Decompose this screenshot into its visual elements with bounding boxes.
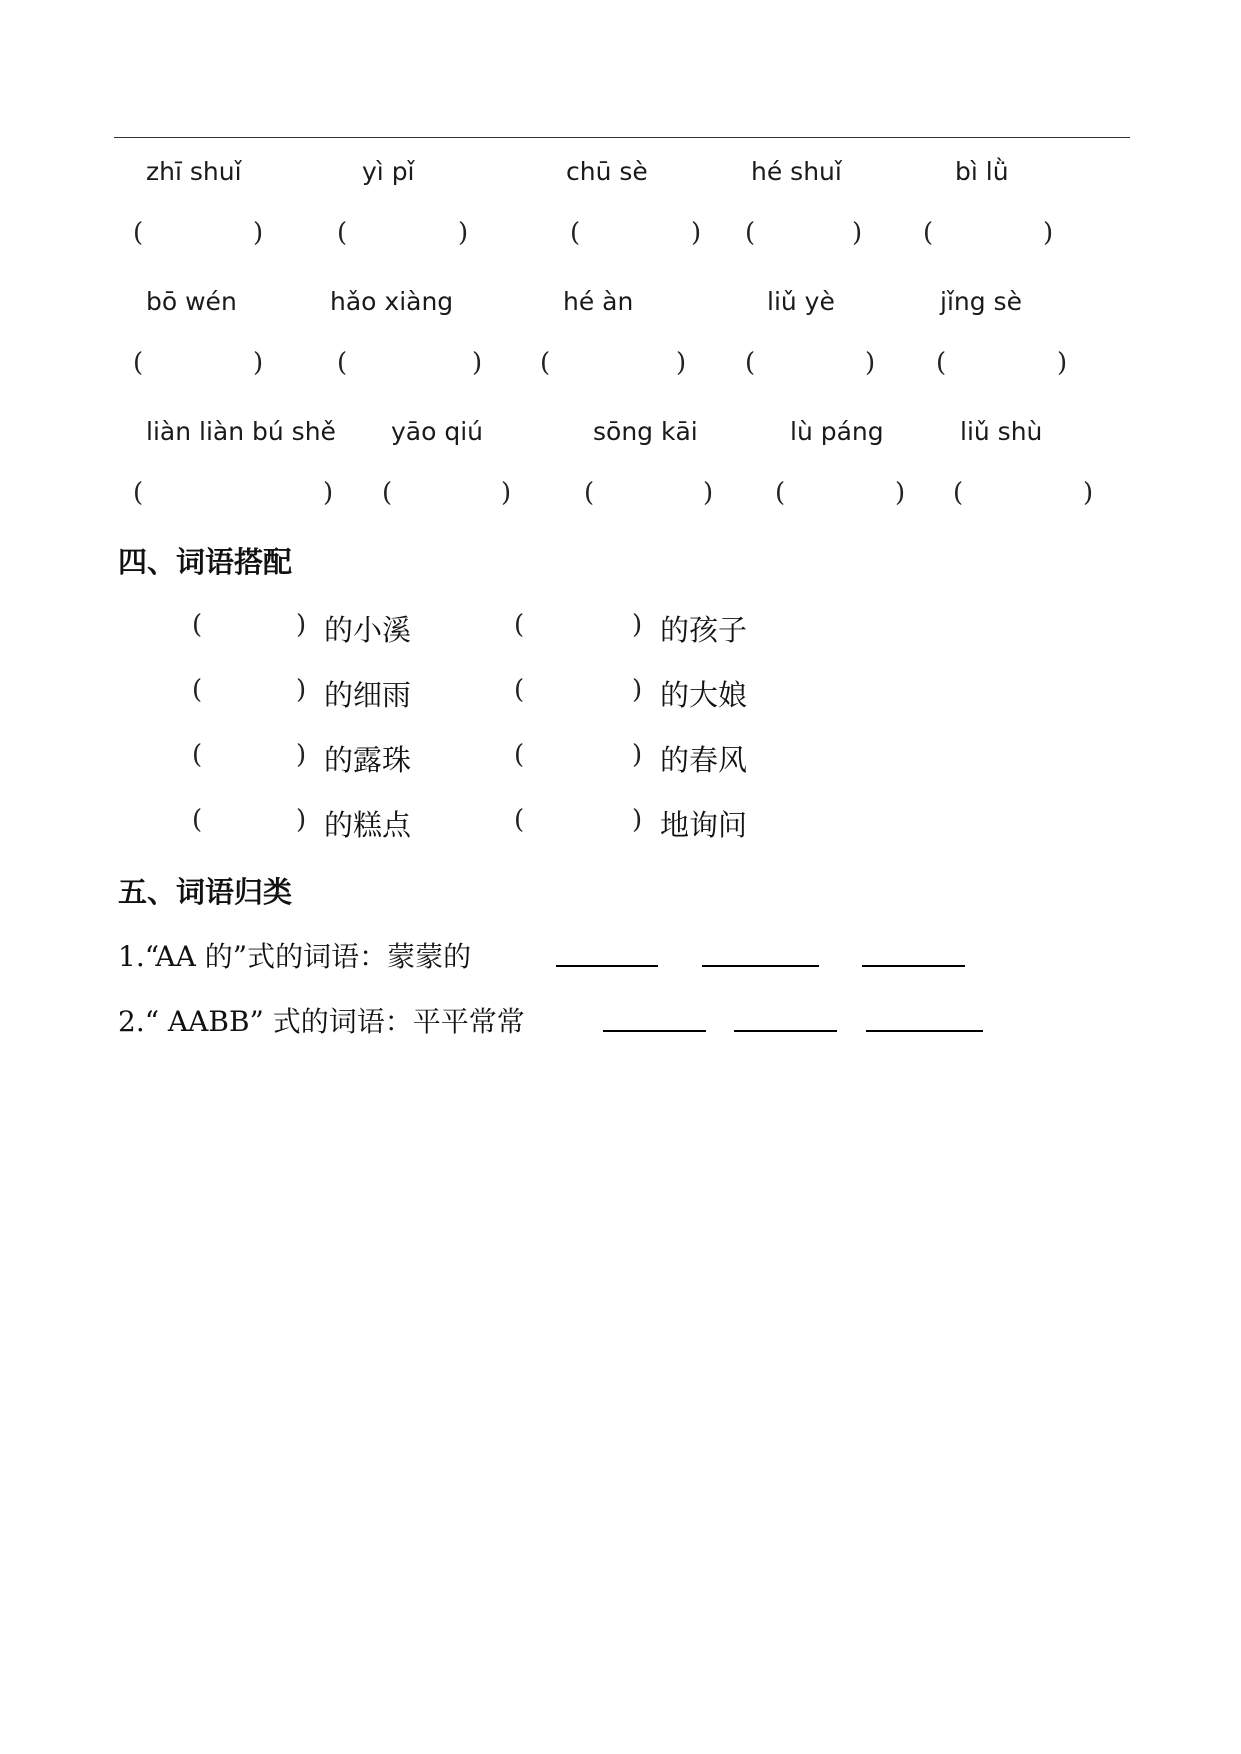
paren-open: ( bbox=[382, 478, 393, 508]
answer-blank[interactable] bbox=[866, 1030, 983, 1032]
pinyin-label: jǐng sè bbox=[940, 287, 1022, 316]
paren-open: ( bbox=[514, 610, 525, 640]
paren-close: ) bbox=[1057, 348, 1068, 378]
paren-close: ) bbox=[458, 218, 469, 248]
paren-close: ) bbox=[895, 478, 906, 508]
pinyin-label: hé shuǐ bbox=[751, 157, 842, 186]
matching-word: 的露珠 bbox=[324, 743, 412, 777]
paren-open: ( bbox=[745, 218, 756, 248]
classification-line-1: 1.“AA 的”式的词语：蒙蒙的 bbox=[118, 940, 472, 973]
paren-open: ( bbox=[584, 478, 595, 508]
paren-open: ( bbox=[936, 348, 947, 378]
answer-blank[interactable] bbox=[603, 1030, 706, 1032]
matching-word: 的细雨 bbox=[324, 678, 412, 712]
paren-close: ) bbox=[632, 610, 643, 640]
paren-open: ( bbox=[514, 805, 525, 835]
classification-line-2: 2.“ AABB” 式的词语：平平常常 bbox=[118, 1005, 525, 1038]
paren-open: ( bbox=[540, 348, 551, 378]
paren-open: ( bbox=[337, 218, 348, 248]
pinyin-label: bō wén bbox=[146, 287, 237, 316]
paren-open: ( bbox=[953, 478, 964, 508]
paren-open: ( bbox=[133, 478, 144, 508]
section-5-title: 五、词语归类 bbox=[118, 875, 293, 909]
pinyin-label: zhī shuǐ bbox=[146, 157, 242, 186]
answer-blank[interactable] bbox=[862, 965, 965, 967]
paren-close: ) bbox=[472, 348, 483, 378]
paren-close: ) bbox=[323, 478, 334, 508]
matching-word: 地询问 bbox=[660, 808, 748, 842]
answer-blank[interactable] bbox=[734, 1030, 837, 1032]
pinyin-label: liǔ yè bbox=[767, 287, 835, 316]
header-rule bbox=[114, 137, 1130, 138]
paren-close: ) bbox=[703, 478, 714, 508]
answer-blank[interactable] bbox=[702, 965, 819, 967]
paren-close: ) bbox=[296, 675, 307, 705]
paren-close: ) bbox=[253, 218, 264, 248]
paren-close: ) bbox=[676, 348, 687, 378]
pinyin-label: yāo qiú bbox=[391, 417, 484, 446]
pinyin-label: chū sè bbox=[566, 157, 648, 186]
paren-close: ) bbox=[852, 218, 863, 248]
pinyin-label: lù páng bbox=[790, 417, 884, 446]
paren-close: ) bbox=[296, 610, 307, 640]
paren-open: ( bbox=[745, 348, 756, 378]
paren-open: ( bbox=[133, 218, 144, 248]
paren-close: ) bbox=[1043, 218, 1054, 248]
matching-word: 的小溪 bbox=[324, 613, 412, 647]
paren-close: ) bbox=[296, 740, 307, 770]
paren-open: ( bbox=[192, 740, 203, 770]
matching-word: 的孩子 bbox=[660, 613, 748, 647]
paren-open: ( bbox=[514, 675, 525, 705]
pinyin-label: yì pǐ bbox=[362, 157, 415, 186]
paren-open: ( bbox=[192, 675, 203, 705]
paren-open: ( bbox=[133, 348, 144, 378]
matching-word: 的春风 bbox=[660, 743, 748, 777]
matching-word: 的糕点 bbox=[324, 808, 412, 842]
paren-close: ) bbox=[632, 740, 643, 770]
answer-blank[interactable] bbox=[556, 965, 658, 967]
pinyin-label: bì lǜ bbox=[955, 157, 1009, 186]
paren-close: ) bbox=[296, 805, 307, 835]
paren-close: ) bbox=[1083, 478, 1094, 508]
paren-close: ) bbox=[501, 478, 512, 508]
matching-word: 的大娘 bbox=[660, 678, 748, 712]
paren-close: ) bbox=[691, 218, 702, 248]
paren-close: ) bbox=[632, 805, 643, 835]
paren-open: ( bbox=[192, 805, 203, 835]
pinyin-label: liàn liàn bú shě bbox=[146, 417, 336, 446]
paren-open: ( bbox=[570, 218, 581, 248]
pinyin-label: liǔ shù bbox=[960, 417, 1043, 446]
pinyin-label: hé àn bbox=[563, 287, 634, 316]
section-4-title: 四、词语搭配 bbox=[118, 545, 293, 579]
paren-close: ) bbox=[253, 348, 264, 378]
paren-open: ( bbox=[514, 740, 525, 770]
paren-open: ( bbox=[775, 478, 786, 508]
paren-open: ( bbox=[337, 348, 348, 378]
pinyin-label: hǎo xiàng bbox=[330, 287, 454, 316]
paren-open: ( bbox=[192, 610, 203, 640]
pinyin-label: sōng kāi bbox=[593, 417, 698, 446]
paren-close: ) bbox=[865, 348, 876, 378]
paren-open: ( bbox=[923, 218, 934, 248]
paren-close: ) bbox=[632, 675, 643, 705]
